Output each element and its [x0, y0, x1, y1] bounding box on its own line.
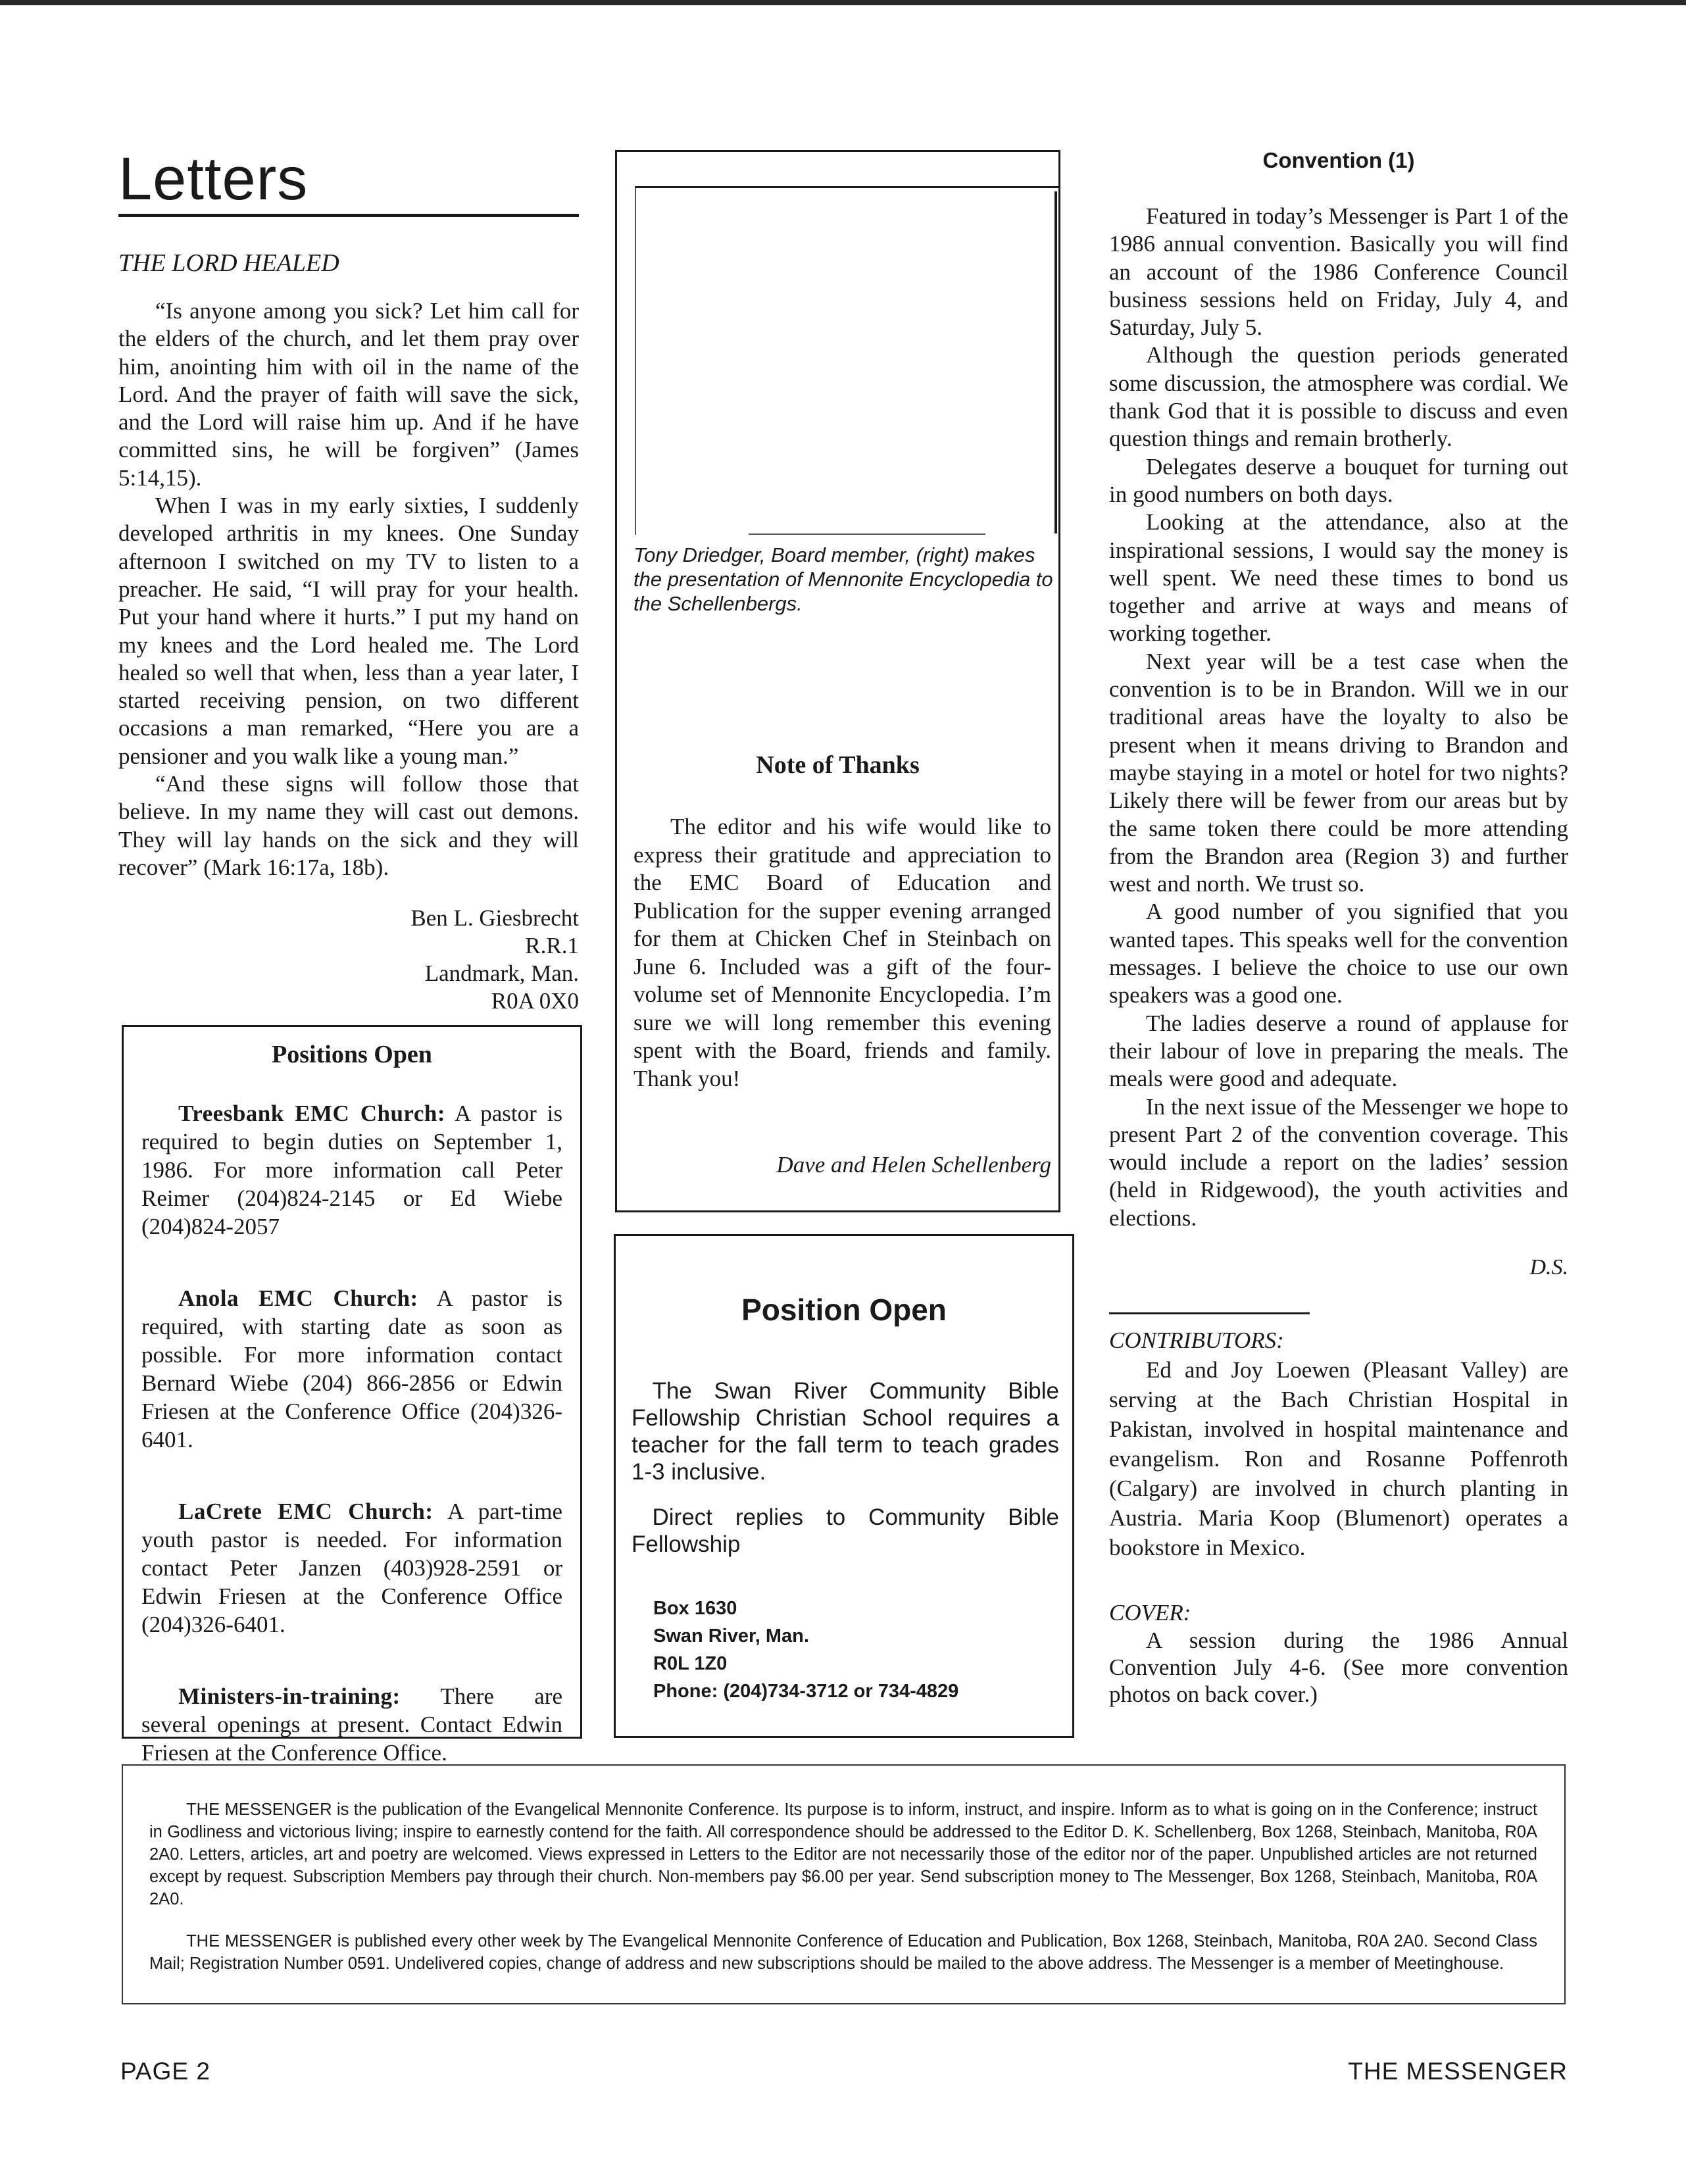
position-item	[141, 1099, 562, 1241]
position-description: There are several openings at present. Contact Edwin Friesen at the Conference Office.	[141, 1683, 562, 1766]
photo-and-thanks-box	[615, 150, 1060, 1212]
page-number: PAGE 2	[120, 2058, 211, 2085]
contributors-paragraph: Ed and Joy Loewen (Pleasant Valley) are serving at the Bach Christian Hospital in Pakistan, involved in hospital maintenance and evangelism. Ron and Rosanne Poffenroth (Calgary) are involved in church planting in Austria. Maria Koop (Blumenort) operates a bookstore in Mexico.	[1109, 1357, 1568, 1560]
position-open-paragraph: Direct replies to Community Bible Fellowship	[632, 1504, 1059, 1557]
position-open-box	[614, 1234, 1074, 1738]
letter-paragraph: “And these signs will follow those that believe. In my name they will cast out demons. They will lay hands on the sick and they will recover” (Mark 16:17a, 18b).	[118, 771, 579, 880]
convention-paragraph: In the next issue of the Messenger we hope to present Part 2 of the convention coverage. This would include a report on the ladies’ session (held in Ridgewood), the youth activities and elections.	[1109, 1093, 1568, 1231]
position-description: A part-time youth pastor is needed. For information contact Peter Janzen (403)928-2591 or Edwin Friesen at the Conference Office (204)326-6401.	[141, 1499, 562, 1637]
letter-address-line: R0A 0X0	[491, 988, 579, 1014]
thanks-title: Note of Thanks	[756, 751, 920, 779]
contributors-body	[1109, 1355, 1568, 1562]
position-open-address	[653, 1595, 958, 1705]
positions-open-box	[122, 1025, 582, 1766]
letter-address-line: R.R.1	[525, 933, 579, 958]
photo-placeholder	[635, 186, 1060, 535]
phone-line: Phone: (204)734-3712 or 734-4829	[653, 1681, 959, 1702]
masthead-info-box	[122, 1764, 1566, 2004]
thanks-paragraph: The editor and his wife would like to express their gratitude and appreciation to the EMC Board of Education and Publication for the supper evening arranged for them at Chicken Chef in Steinbach on June 6. Included was a gift of the four-volume set of Mennonite Encyclopedia. I’m sure we will long remember this evening spent with the Board, friends and family. Thank you!	[633, 814, 1051, 1091]
positions-open-title: Positions Open	[272, 1041, 432, 1068]
address-line: Swan River, Man.	[653, 1626, 809, 1647]
letter-author: Ben L. Giesbrecht	[410, 905, 579, 931]
contributors-label: CONTRIBUTORS:	[1109, 1328, 1284, 1353]
position-open-paragraph: The Swan River Community Bible Fellowship Christian School requires a teacher for the fall term to teach grades 1-3 inclusive.	[632, 1378, 1059, 1485]
position-church-label: Ministers-in-training:	[178, 1683, 401, 1709]
address-line: Box 1630	[653, 1598, 737, 1619]
position-church-label: Treesbank EMC Church:	[178, 1101, 445, 1126]
convention-signature: D.S.	[1529, 1255, 1568, 1279]
cover-paragraph: A session during the 1986 Annual Convention July 4-6. (See more convention photos on back cover.)	[1109, 1627, 1568, 1707]
convention-title: Convention (1)	[1262, 148, 1415, 172]
position-description: A pastor is required to begin duties on September 1, 1986. For more information call Peter Reimer (204)824-2145 or Ed Wiebe (204)824-2057	[141, 1101, 563, 1239]
letters-heading-rule	[118, 214, 579, 217]
letter-address-line: Landmark, Man.	[424, 960, 579, 986]
position-church-label: LaCrete EMC Church:	[178, 1499, 434, 1524]
position-description: A pastor is required, with starting date as soon as possible. For more information contact Bernard Wiebe (204) 866-2856 or Edwin Friesen at the Conference Office (204)326-6401.	[141, 1285, 562, 1452]
masthead-body	[149, 1799, 1537, 1995]
address-line: R0L 1Z0	[653, 1653, 728, 1674]
convention-paragraph: The ladies deserve a round of applause for their labour of love in preparing the meals. The meals were good and adequate.	[1109, 1010, 1568, 1092]
thanks-body	[633, 813, 1051, 1093]
letter-paragraph: “Is anyone among you sick? Let him call for the elders of the church, and let them pray over him, anointing him with oil in the name of the Lord. And the prayer of faith will save the sick, and the Lord will raise him up. And if he have committed sins, he will be forgiven” (James 5:14,15).	[118, 298, 579, 491]
letter-paragraph: When I was in my early sixties, I suddenly developed arthritis in my knees. One Sunday afternoon I switched on my TV to listen to a preacher. He said, “I will pray for your health. Put your hand where it hurts.” I put my hand on my knees and the Lord healed me. The Lord healed so well that when, less than a year later, I started receiving pension, on two different occasions a man remarked, “Here you are a pensioner and you walk like a young man.”	[118, 493, 579, 769]
publication-name: THE MESSENGER	[1348, 2058, 1568, 2085]
letters-heading: Letters	[118, 145, 309, 212]
position-open-title: Position Open	[741, 1293, 947, 1327]
masthead-paragraph: THE MESSENGER is published every other week by The Evangelical Mennonite Conference of Education and Publication, Box 1268, Steinbach, Manitoba, R0A 2A0. Second Class Mail; Registration Number 0591. Undelivered copies, change of address and new subscriptions should be mailed to the above address. The Messenger is a member of Meetinghouse.	[149, 1932, 1537, 1973]
convention-paragraph: Next year will be a test case when the convention is to be in Brandon. Will we in our traditional areas have the loyalty to also be present when it means driving to Brandon and maybe staying in a motel or hotel for two nights? Likely there will be fewer from our areas but by the same token there could be more attending from the Brandon area (Region 3) and further west and north. We trust so.	[1109, 648, 1568, 897]
position-church-label: Anola EMC Church:	[178, 1285, 418, 1311]
masthead-paragraph: THE MESSENGER is the publication of the Evangelical Mennonite Conference. Its purpose is to inform, instruct, and inspire. Inform as to what is going on in the Conference; instruct in Godliness and victorious living; inspire to earnestly contend for the faith. All correspondence should be addressed to the Editor D. K. Schellenberg, Box 1268, Steinbach, Manitoba, R0A 2A0. Letters, articles, art and poetry are welcomed. Views expressed in Letters to the Editor are not necessarily those of the editor nor of the paper. Unpublished articles are not returned except by request. Subscription Members pay through their church. Non-members pay $6.00 per year. Send subscription money to The Messenger, Box 1268, Steinbach, Manitoba, R0A 2A0.	[149, 1800, 1537, 1908]
page-top-border	[0, 0, 1686, 5]
position-open-body	[632, 1377, 1059, 1576]
photo-frame-edge	[749, 534, 985, 535]
photo-caption: Tony Driedger, Board member, (right) makes the presentation of Mennonite Encyclopedia to the Schellenbergs.	[633, 543, 1053, 615]
convention-paragraph: Featured in today’s Messenger is Part 1 of the 1986 annual convention. Basically you will find an account of the 1986 Conference Council business sessions held on Friday, July 4, and Saturday, July 5.	[1109, 203, 1568, 341]
positions-open-list	[141, 1099, 562, 1810]
letter-subhead: THE LORD HEALED	[118, 249, 339, 277]
convention-paragraph: Although the question periods generated some discussion, the atmosphere was cordial. We thank God that it is possible to discuss and even question things and remain brotherly.	[1109, 342, 1568, 452]
contributors-rule	[1109, 1312, 1310, 1314]
convention-paragraph: Delegates deserve a bouquet for turning out in good numbers on both days.	[1109, 453, 1568, 507]
position-item	[141, 1682, 562, 1767]
cover-label: COVER:	[1109, 1600, 1191, 1626]
convention-paragraph: Looking at the attendance, also at the inspirational sessions, I would say the money is well spent. We need these times to bond us together and arrive at ways and means of working together.	[1109, 509, 1568, 647]
letter-signature	[118, 905, 579, 1015]
letter-body	[118, 297, 579, 881]
thanks-signature: Dave and Helen Schellenberg	[776, 1152, 1051, 1178]
convention-paragraph: A good number of you signified that you wanted tapes. This speaks well for the convention messages. I believe the choice to use our own speakers was a good one.	[1109, 899, 1568, 1008]
cover-body	[1109, 1627, 1568, 1708]
position-item	[141, 1497, 562, 1639]
convention-body	[1109, 203, 1568, 1232]
position-item	[141, 1284, 562, 1454]
photo-frame-edge	[1054, 191, 1057, 534]
